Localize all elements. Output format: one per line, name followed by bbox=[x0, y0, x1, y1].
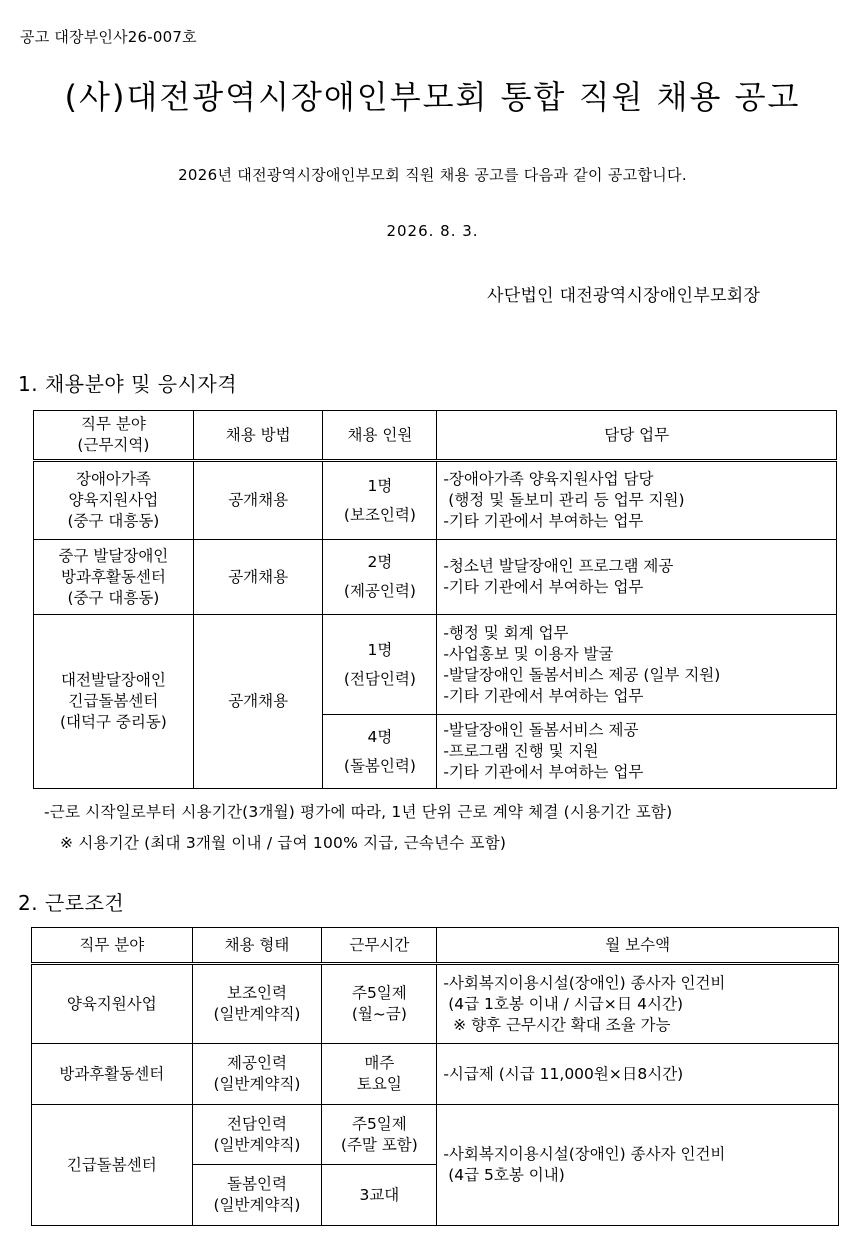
working-conditions-table bbox=[31, 927, 839, 1226]
duties-cell: -장애아가족 양육지원사업 담당 (행정 및 돌보미 관리 등 업무 지원) -기타 기관에서 부여하는 업무 bbox=[437, 461, 837, 540]
pay-cell: -시급제 (시급 11,000원×日8시간) bbox=[437, 1044, 839, 1105]
hours-cell: 주5일제 (주말 포함) bbox=[322, 1105, 437, 1165]
table-row bbox=[32, 1105, 839, 1165]
intro-text: 2026년 대전광역시장애인부모회 직원 채용 공고를 다음과 같이 공고합니다. bbox=[178, 166, 687, 184]
section1-title: 1. 채용분야 및 응시자격 bbox=[18, 372, 238, 396]
count-cell: 1명 (전담인력) bbox=[323, 615, 437, 715]
count-cell: 1명 (보조인력) bbox=[323, 461, 437, 540]
duties-cell: -청소년 발달장애인 프로그램 제공 -기타 기관에서 부여하는 업무 bbox=[437, 540, 837, 615]
pay-cell: -사회복지이용시설(장애인) 종사자 인건비 (4급 1호봉 이내 / 시급×日 4시간) ※ 향후 근무시간 확대 조율 가능 bbox=[437, 964, 839, 1044]
count-cell: 2명 (제공인력) bbox=[323, 540, 437, 615]
type-cell: 전담인력 (일반계약직) bbox=[192, 1105, 322, 1165]
table-row bbox=[34, 461, 837, 540]
field-cell: 방과후활동센터 bbox=[32, 1044, 193, 1105]
header-method: 채용 방법 bbox=[193, 411, 323, 461]
page-title: (사)대전광역시장애인부모회 통합 직원 채용 공고 bbox=[64, 78, 801, 116]
field-cell: 대전발달장애인 긴급돌봄센터 (대덕구 중리동) bbox=[34, 615, 194, 789]
hours-cell: 3교대 bbox=[322, 1165, 437, 1226]
notice-date: 2026. 8. 3. bbox=[386, 222, 479, 240]
table-row bbox=[34, 540, 837, 615]
probation-detail-note: ※ 시용기간 (최대 3개월 이내 / 급여 100% 지급, 근속년수 포함) bbox=[60, 834, 507, 852]
type-cell: 돌봄인력 (일반계약직) bbox=[192, 1165, 322, 1226]
field-cell: 양육지원사업 bbox=[32, 964, 193, 1044]
method-cell: 공개채용 bbox=[193, 540, 323, 615]
notice-number: 공고 대장부인사26-007호 bbox=[20, 28, 197, 46]
probation-note: -근로 시작일로부터 시용기간(3개월) 평가에 따라, 1년 단위 근로 계약 체결 (시용기간 포함) bbox=[44, 803, 673, 821]
header-field: 직무 분야 (근무지역) bbox=[34, 411, 194, 461]
method-cell: 공개채용 bbox=[193, 615, 323, 789]
field-cell: 장애아가족 양육지원사업 (중구 대흥동) bbox=[34, 461, 194, 540]
section2-title: 2. 근로조건 bbox=[18, 891, 125, 915]
field-cell: 긴급돌봄센터 bbox=[32, 1105, 193, 1226]
header-hours: 근무시간 bbox=[322, 928, 437, 964]
duties-cell: -행정 및 회계 업무 -사업홍보 및 이용자 발굴 -발달장애인 돌봄서비스 제공 (일부 지원) -기타 기관에서 부여하는 업무 bbox=[437, 615, 837, 715]
header-type: 채용 형태 bbox=[192, 928, 322, 964]
header-duties: 담당 업무 bbox=[437, 411, 837, 461]
pay-cell: -사회복지이용시설(장애인) 종사자 인건비 (4급 5호봉 이내) bbox=[437, 1105, 839, 1226]
table-row bbox=[32, 1044, 839, 1105]
recruitment-table bbox=[33, 410, 837, 789]
header-field: 직무 분야 bbox=[32, 928, 193, 964]
hours-cell: 매주 토요일 bbox=[322, 1044, 437, 1105]
header-count: 채용 인원 bbox=[323, 411, 437, 461]
count-cell: 4명 (돌봄인력) bbox=[323, 715, 437, 789]
duties-cell: -발달장애인 돌봄서비스 제공 -프로그램 진행 및 지원 -기타 기관에서 부여하는 업무 bbox=[437, 715, 837, 789]
type-cell: 보조인력 (일반계약직) bbox=[192, 964, 322, 1044]
field-cell: 중구 발달장애인 방과후활동센터 (중구 대흥동) bbox=[34, 540, 194, 615]
table-row bbox=[34, 615, 837, 715]
hours-cell: 주5일제 (월~금) bbox=[322, 964, 437, 1044]
method-cell: 공개채용 bbox=[193, 461, 323, 540]
type-cell: 제공인력 (일반계약직) bbox=[192, 1044, 322, 1105]
header-pay: 월 보수액 bbox=[437, 928, 839, 964]
issuer-name: 사단법인 대전광역시장애인부모회장 bbox=[487, 286, 761, 306]
table-row bbox=[32, 964, 839, 1044]
